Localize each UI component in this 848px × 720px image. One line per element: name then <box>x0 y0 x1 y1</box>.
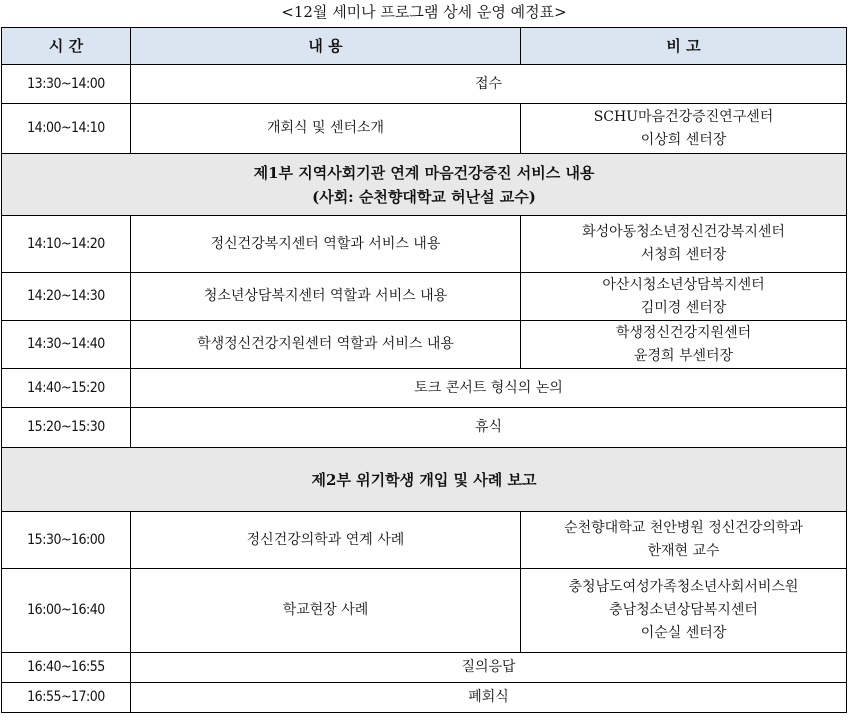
table-row <box>2 65 847 104</box>
note-cell <box>521 321 847 369</box>
note-line: 충청남도여성가족청소년사회서비스원 <box>568 579 799 595</box>
time-cell: 16:00~16:40 <box>2 569 131 653</box>
note-line: SCHU마음건강증진연구센터 <box>593 108 774 125</box>
table-row <box>2 216 847 273</box>
table-row <box>2 569 847 653</box>
content-cell: 질의응답 <box>131 653 847 683</box>
header-content: 내 용 <box>131 28 521 65</box>
content-cell: 학생정신건강지원센터 역할과 서비스 내용 <box>131 321 521 369</box>
section-row <box>2 448 847 512</box>
content-cell: 휴식 <box>131 408 847 448</box>
note-line: 윤경희 부센터장 <box>633 347 734 364</box>
content-cell: 학교현장 사례 <box>131 569 521 653</box>
note-cell <box>521 216 847 273</box>
document-title: <12월 세미나 프로그램 상세 운영 예정표> <box>281 3 567 21</box>
note-cell <box>521 512 847 569</box>
section-heading <box>2 448 847 512</box>
note-line: 화성아동청소년정신건강복지센터 <box>582 224 785 240</box>
note-line: 김미경 센터장 <box>640 299 727 316</box>
content-cell: 정신건강의학과 연계 사례 <box>131 512 521 569</box>
schedule-table <box>1 27 847 713</box>
content-cell: 폐회식 <box>131 683 847 713</box>
note-line: 아산시청소년상담복지센터 <box>602 276 765 293</box>
time-cell: 15:30~16:00 <box>2 512 131 569</box>
time-cell: 14:30~14:40 <box>2 321 131 369</box>
section-title: 제2부 위기학생 개입 및 사례 보고 <box>311 470 537 489</box>
note-cell <box>521 104 847 154</box>
time-cell: 16:40~16:55 <box>2 653 131 683</box>
content-cell: 개회식 및 센터소개 <box>131 104 521 154</box>
header-time: 시 간 <box>2 28 131 65</box>
time-cell: 14:20~14:30 <box>2 273 131 321</box>
table-row <box>2 512 847 569</box>
section-heading <box>2 154 847 216</box>
note-line: 순천향대학교 천안병원 정신건강의학과 <box>564 520 803 536</box>
table-row <box>2 104 847 154</box>
table-row <box>2 653 847 683</box>
section-subtitle: (사회: 순천향대학교 허난설 교수) <box>312 187 536 206</box>
content-cell: 접수 <box>131 65 847 104</box>
section-title: 제1부 지역사회기관 연계 마음건강증진 서비스 내용 <box>253 163 595 182</box>
note-cell <box>521 569 847 653</box>
table-row <box>2 369 847 408</box>
section-row <box>2 154 847 216</box>
note-line: 한재현 교수 <box>647 543 720 559</box>
table-row <box>2 408 847 448</box>
time-cell: 14:40~15:20 <box>2 369 131 408</box>
table-row <box>2 321 847 369</box>
table-row <box>2 273 847 321</box>
content-cell: 청소년상담복지센터 역할과 서비스 내용 <box>131 273 521 321</box>
time-cell: 13:30~14:00 <box>2 65 131 104</box>
content-cell: 정신건강복지센터 역할과 서비스 내용 <box>131 216 521 273</box>
note-line: 이순실 센터장 <box>640 625 727 641</box>
note-line: 충남청소년상담복지센터 <box>609 602 758 618</box>
header-row <box>2 28 847 65</box>
time-cell: 14:10~14:20 <box>2 216 131 273</box>
table-row <box>2 683 847 713</box>
time-cell: 16:55~17:00 <box>2 683 131 713</box>
note-cell <box>521 273 847 321</box>
content-cell: 토크 콘서트 형식의 논의 <box>131 369 847 408</box>
time-cell: 15:20~15:30 <box>2 408 131 448</box>
note-line: 이상희 센터장 <box>640 131 727 148</box>
header-note: 비 고 <box>521 28 847 65</box>
note-line: 서청희 센터장 <box>640 247 727 263</box>
time-cell: 14:00~14:10 <box>2 104 131 154</box>
note-line: 학생정신건강지원센터 <box>615 324 752 341</box>
